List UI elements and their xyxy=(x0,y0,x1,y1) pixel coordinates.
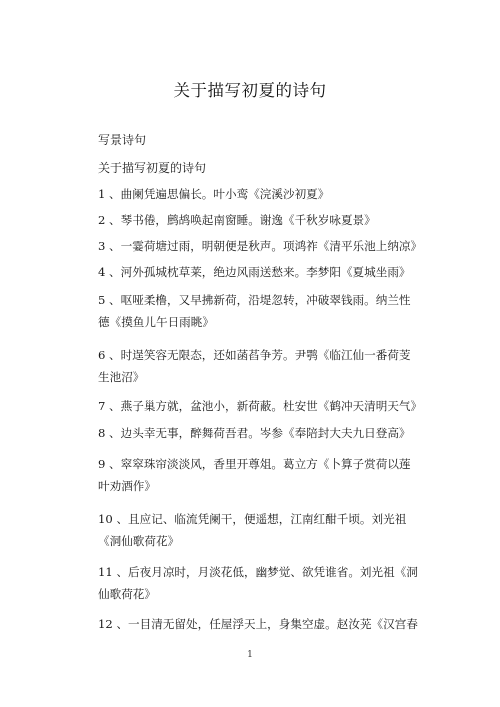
list-item: 3 、一霎荷塘过雨，明朝便是秋声。项鸿祚《清平乐池上纳凉》 xyxy=(98,239,423,253)
list-item: 5 、呕哑柔橹，又早拂新荷，沿堤忽转，冲破翠钱雨。纳兰性德《摸鱼儿午日雨眺》 xyxy=(98,293,411,329)
list-item: 9 、窣窣珠帘淡淡风，香里开尊俎。葛立方《卜算子赏荷以莲叶劝酒作》 xyxy=(98,457,411,493)
list-item: 2 、琴书倦，鹧鸪唤起南窗睡。谢逸《千秋岁咏夏景》 xyxy=(98,213,376,227)
poem-lines-list xyxy=(98,183,423,635)
subheading: 关于描写初夏的诗句 xyxy=(98,161,207,175)
list-item: 10 、且应记、临流凭阑干，便遥想，江南红酣千顷。刘光祖《洞仙歌荷花》 xyxy=(98,512,407,548)
list-item: 8 、边头幸无事，醉舞荷吾君。岑参《奉陪封大夫九日登高》 xyxy=(98,426,411,440)
page-number: 1 xyxy=(247,650,253,660)
list-item: 1 、曲阑凭遍思偏长。叶小鸾《浣溪沙初夏》 xyxy=(98,187,330,201)
list-item: 4 、河外孤城枕草莱，绝边风雨送愁来。李梦阳《夏城坐雨》 xyxy=(98,265,411,279)
section-label: 写景诗句 xyxy=(98,133,147,147)
page-title: 关于描写初夏的诗句 xyxy=(173,81,327,100)
list-item: 11 、后夜月凉时，月淡花低，幽梦觉、欲凭谁省。刘光祖《洞仙歌荷花》 xyxy=(98,565,418,601)
list-item: 7 、燕子巢方就，盆池小，新荷蔽。杜安世《鹤冲天清明天气》 xyxy=(98,399,423,413)
list-item: 6 、时逞笑容无限态，还如菡萏争芳。尹鹗《临江仙一番荷芰生池沼》 xyxy=(98,348,411,384)
list-item: 12 、一目清无留处，任屋浮天上，身集空虚。赵汝茪《汉宫春 xyxy=(98,617,418,631)
